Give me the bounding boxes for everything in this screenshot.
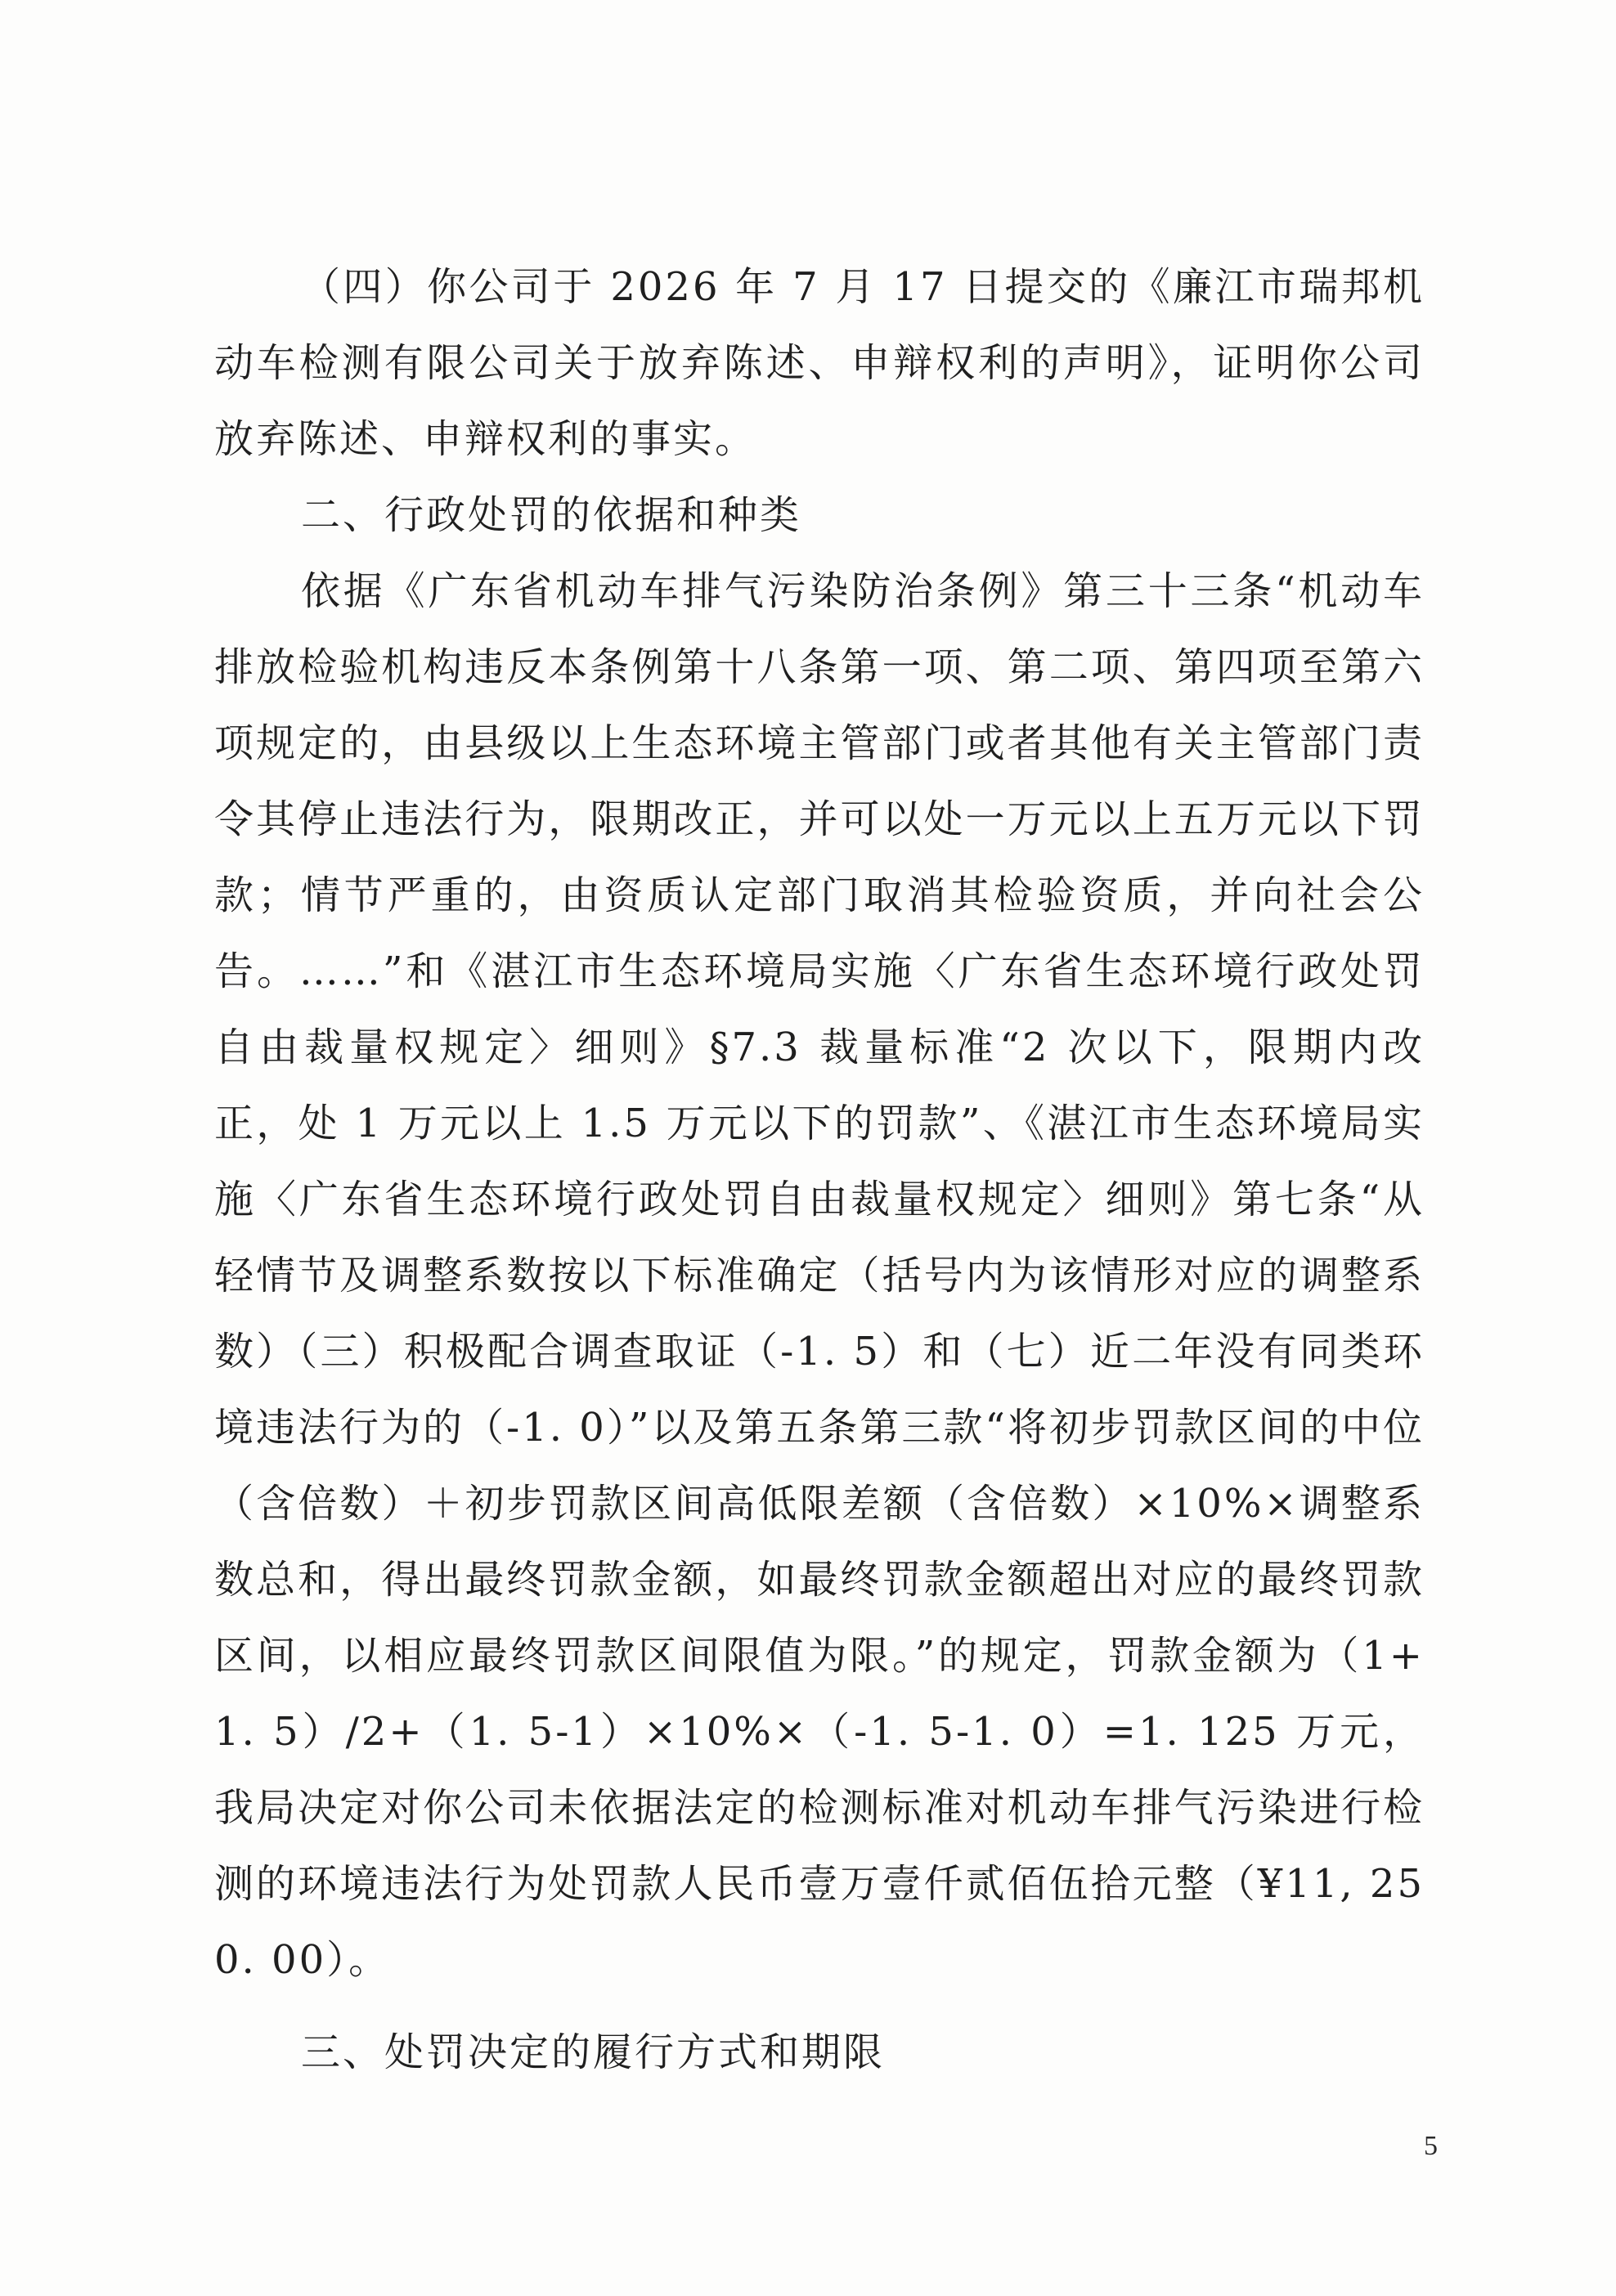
page-number: 5 [1424,2131,1438,2161]
paragraph-evidence-4: （四）你公司于 2026 年 7 月 17 日提交的《廉江市瑞邦机动车检测有限公司关于放弃陈述、申辩权利的声明》，证明你公司放弃陈述、申辩权利的事实。 [214,264,1425,462]
section-heading-penalty-basis: 二、行政处罚的依据和种类 [301,492,802,538]
document-body [214,249,1425,2091]
section-heading-penalty-fulfillment: 三、处罚决定的履行方式和期限 [301,2029,886,2075]
paragraph-penalty-basis: 依据《广东省机动车排气污染防治条例》第三十三条“机动车排放检验机构违反本条例第十八条第一项、第二项、第四项至第六项规定的，由县级以上生态环境主管部门或者其他有关主管部门责令其停止违法行为，限期改正，并可以处一万元以上五万元以下罚款；情节严重的，由资质认定部门取消其检验资质，并向社会公告。……”和《湛江市生态环境局实施〈广东省生态环境行政处罚自由裁量权规定〉细则》§7.3 裁量标准“2 次以下，限期内改正，处 1 万元以上 1.5 万元以下的罚款”、《湛江市生态环境局实施〈广东省生态环境行政处罚自由裁量权规定〉细则》第七条“从轻情节及调整系数按以下标准确定（括号内为该情形对应的调整系数）（三）积极配合调查取证（-1. 5）和（七）近二年没有同类环境违法行为的（-1. 0）”以及第五条第三款“将初步罚款区间的中位（含倍数）＋初步罚款区间高低限差额（含倍数）×10%×调整系数总和，得出最终罚款金额，如最终罚款金额超出对应的最终罚款区间，以相应最终罚款区间限值为限。”的规定，罚款金额为（1+1. 5）/2+（1. 5-1）×10%×（-1. 5-1. 0）=1. 125 万元，我局决定对你公司未依据法定的检测标准对机动车排气污染进行检测的环境违法行为处罚款人民币壹万壹仟贰佰伍拾元整（¥11, 250. 00）。 [214,568,1425,1983]
